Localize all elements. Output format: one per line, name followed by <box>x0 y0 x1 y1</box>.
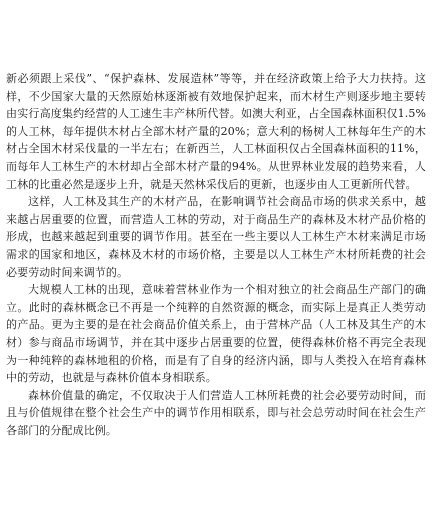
paragraph-3: 大规模人工林的出现，意味着营林业作为一个相对独立的社会商品生产部门的确立。此时的森林概念已不再是一个纯粹的自然资源的概念，而实际上是真正人类劳动的产品。更为主要的是在社会商品价值关系上，由于营林产品（人工林及其生产的木材）参与商品市场调节，并在其中逐步占居重要的位置，使得森林价格不再完全表现为一种纯粹的森林地租的价格，而是有了自身的经济内涵，即与人类投入在培育森林中的劳动，也就是与森林价值本身相联系。 <box>6 283 426 385</box>
paragraph-4: 森林价值量的确定，不仅取决于人们营造人工林所耗费的社会必要劳动时间，而且与价值规律在整个社会生产中的调节作用相联系，即与社会总劳动时间在社会生产各部门的分配成比例。 <box>6 388 426 437</box>
body-text <box>6 70 426 439</box>
paragraph-2: 这样，人工林及其生产的木材产品，在影响调节社会商品市场的供求关系中，越来越占居重要的位置，而营造人工林的劳动，对于商品生产的森林及木材产品价格的形成，也越来越起到重要的调节作用。甚至在一些主要以人工林生产木材来满足市场需求的国家和地区，森林及木材的市场价格，主要是以人工林生产木材所耗费的社会必要劳动时间来调节的。 <box>6 195 426 279</box>
paragraph-1: 新必须跟上采伐”、“保护森林、发展造林”等等，并在经济政策上给予大力扶持。这样，不少国家大量的天然原始林逐渐被有效地保护起来，而木材生产则逐步地主要转由实行高度集约经营的人工速生丰产林所代替。如澳大利亚，占全国森林面积仅1.5%的人工林，每年提供木材占全部木材产量的20%；意大利的杨树人工林每年生产的木材占全国木材采伐量的一半左右；在新西兰，人工林面积仅占全国森林面积的11%，而每年人工林生产的木材却占全部木材产量的94%。从世界林业发展的趋势来看，人工林的比重必然是逐步上升，就是天然林采伐后的更新，也逐步由人工更新所代替。 <box>6 72 426 191</box>
